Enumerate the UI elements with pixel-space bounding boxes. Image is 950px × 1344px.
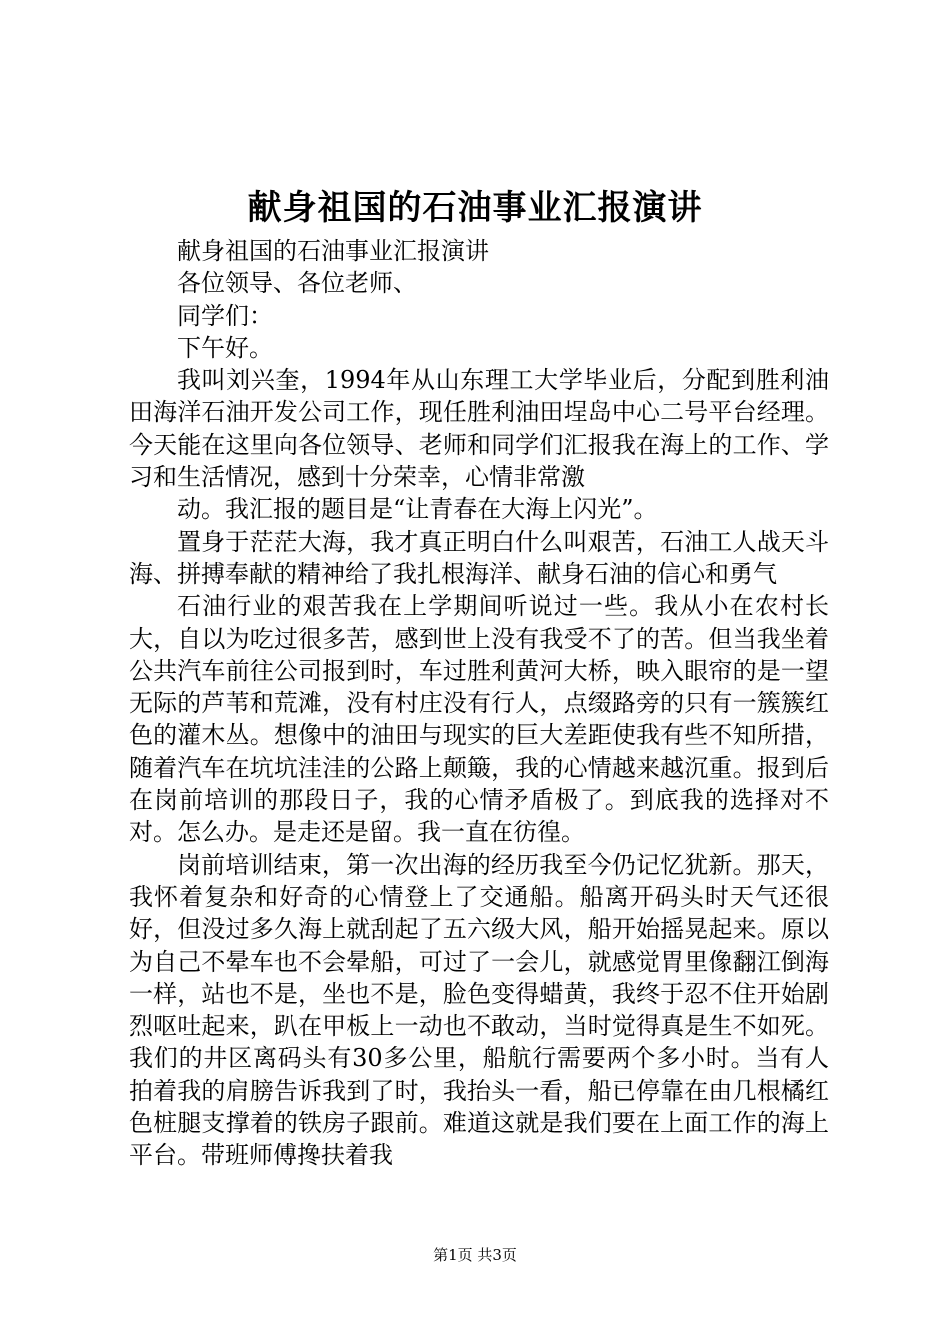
paragraph-salutation-1: 各位领导、各位老师、	[177, 269, 417, 298]
paragraph-heading: 献身祖国的石油事业汇报演讲	[177, 237, 489, 265]
paragraph-first-voyage: 岗前培训结束，第一次出海的经历我至今仍记忆犹新。那天，我怀着复杂和好奇的心情登上了交通船。船离开码头时天气还很好，但没过多久海上就刮起了五六级大风，船开始摇晃起来。原以为自己不晕车也不会晕船，可过了一会儿，就感觉胃里像翻江倒海一样，站也不是，坐也不是，脸色变得蜡黄，我终于忍不住开始剧烈呕吐起来，趴在甲板上一动也不敢动，当时觉得真是生不如死。我们的井区离码头有30多公里，船航行需要两个多小时。当有人拍着我的肩膀告诉我到了时，我抬头一看，船已停靠在由几根橘红色桩腿支撑着的铁房子跟前。难道这就是我们要在上面工作的海上平台。带班师傅搀扶着我	[129, 850, 829, 1170]
document-title: 献身祖国的石油事业汇报演讲	[247, 188, 703, 228]
paragraph-greeting: 下午好。	[177, 333, 273, 362]
paragraph-salutation-2: 同学们：	[177, 301, 273, 330]
paragraph-sea: 置身于茫茫大海，我才真正明白什么叫艰苦，石油工人战天斗海、拼搏奉献的精神给了我扎根海洋、献身石油的信心和勇气	[129, 527, 829, 588]
document-body	[129, 235, 829, 1172]
paragraph-hardship: 石油行业的艰苦我在上学期间听说过一些。我从小在农村长大，自以为吃过很多苦，感到世上没有我受不了的苦。但当我坐着公共汽车前往公司报到时，车过胜利黄河大桥，映入眼帘的是一望无际的芦苇和荒滩，没有村庄没有行人，点缀路旁的只有一簇簇红色的灌木丛。想像中的油田与现实的巨大差距使我有些不知所措，随着汽车在坑坑洼洼的公路上颠簸，我的心情越来越沉重。报到后在岗前培训的那段日子，我的心情矛盾极了。到底我的选择对不对。怎么办。是走还是留。我一直在彷徨。	[129, 592, 829, 847]
paragraph-intro: 我叫刘兴奎，1994年从山东理工大学毕业后，分配到胜利油田海洋石油开发公司工作，现任胜利油田埕岛中心二号平台经理。今天能在这里向各位领导、老师和同学们汇报我在海上的工作、学习和生活情况，感到十分荣幸，心情非常激	[129, 366, 829, 492]
paragraph-topic: 动。我汇报的题目是“让青春在大海上闪光”。	[177, 495, 658, 524]
page-footer: 第1页 共3页	[433, 1246, 517, 1264]
